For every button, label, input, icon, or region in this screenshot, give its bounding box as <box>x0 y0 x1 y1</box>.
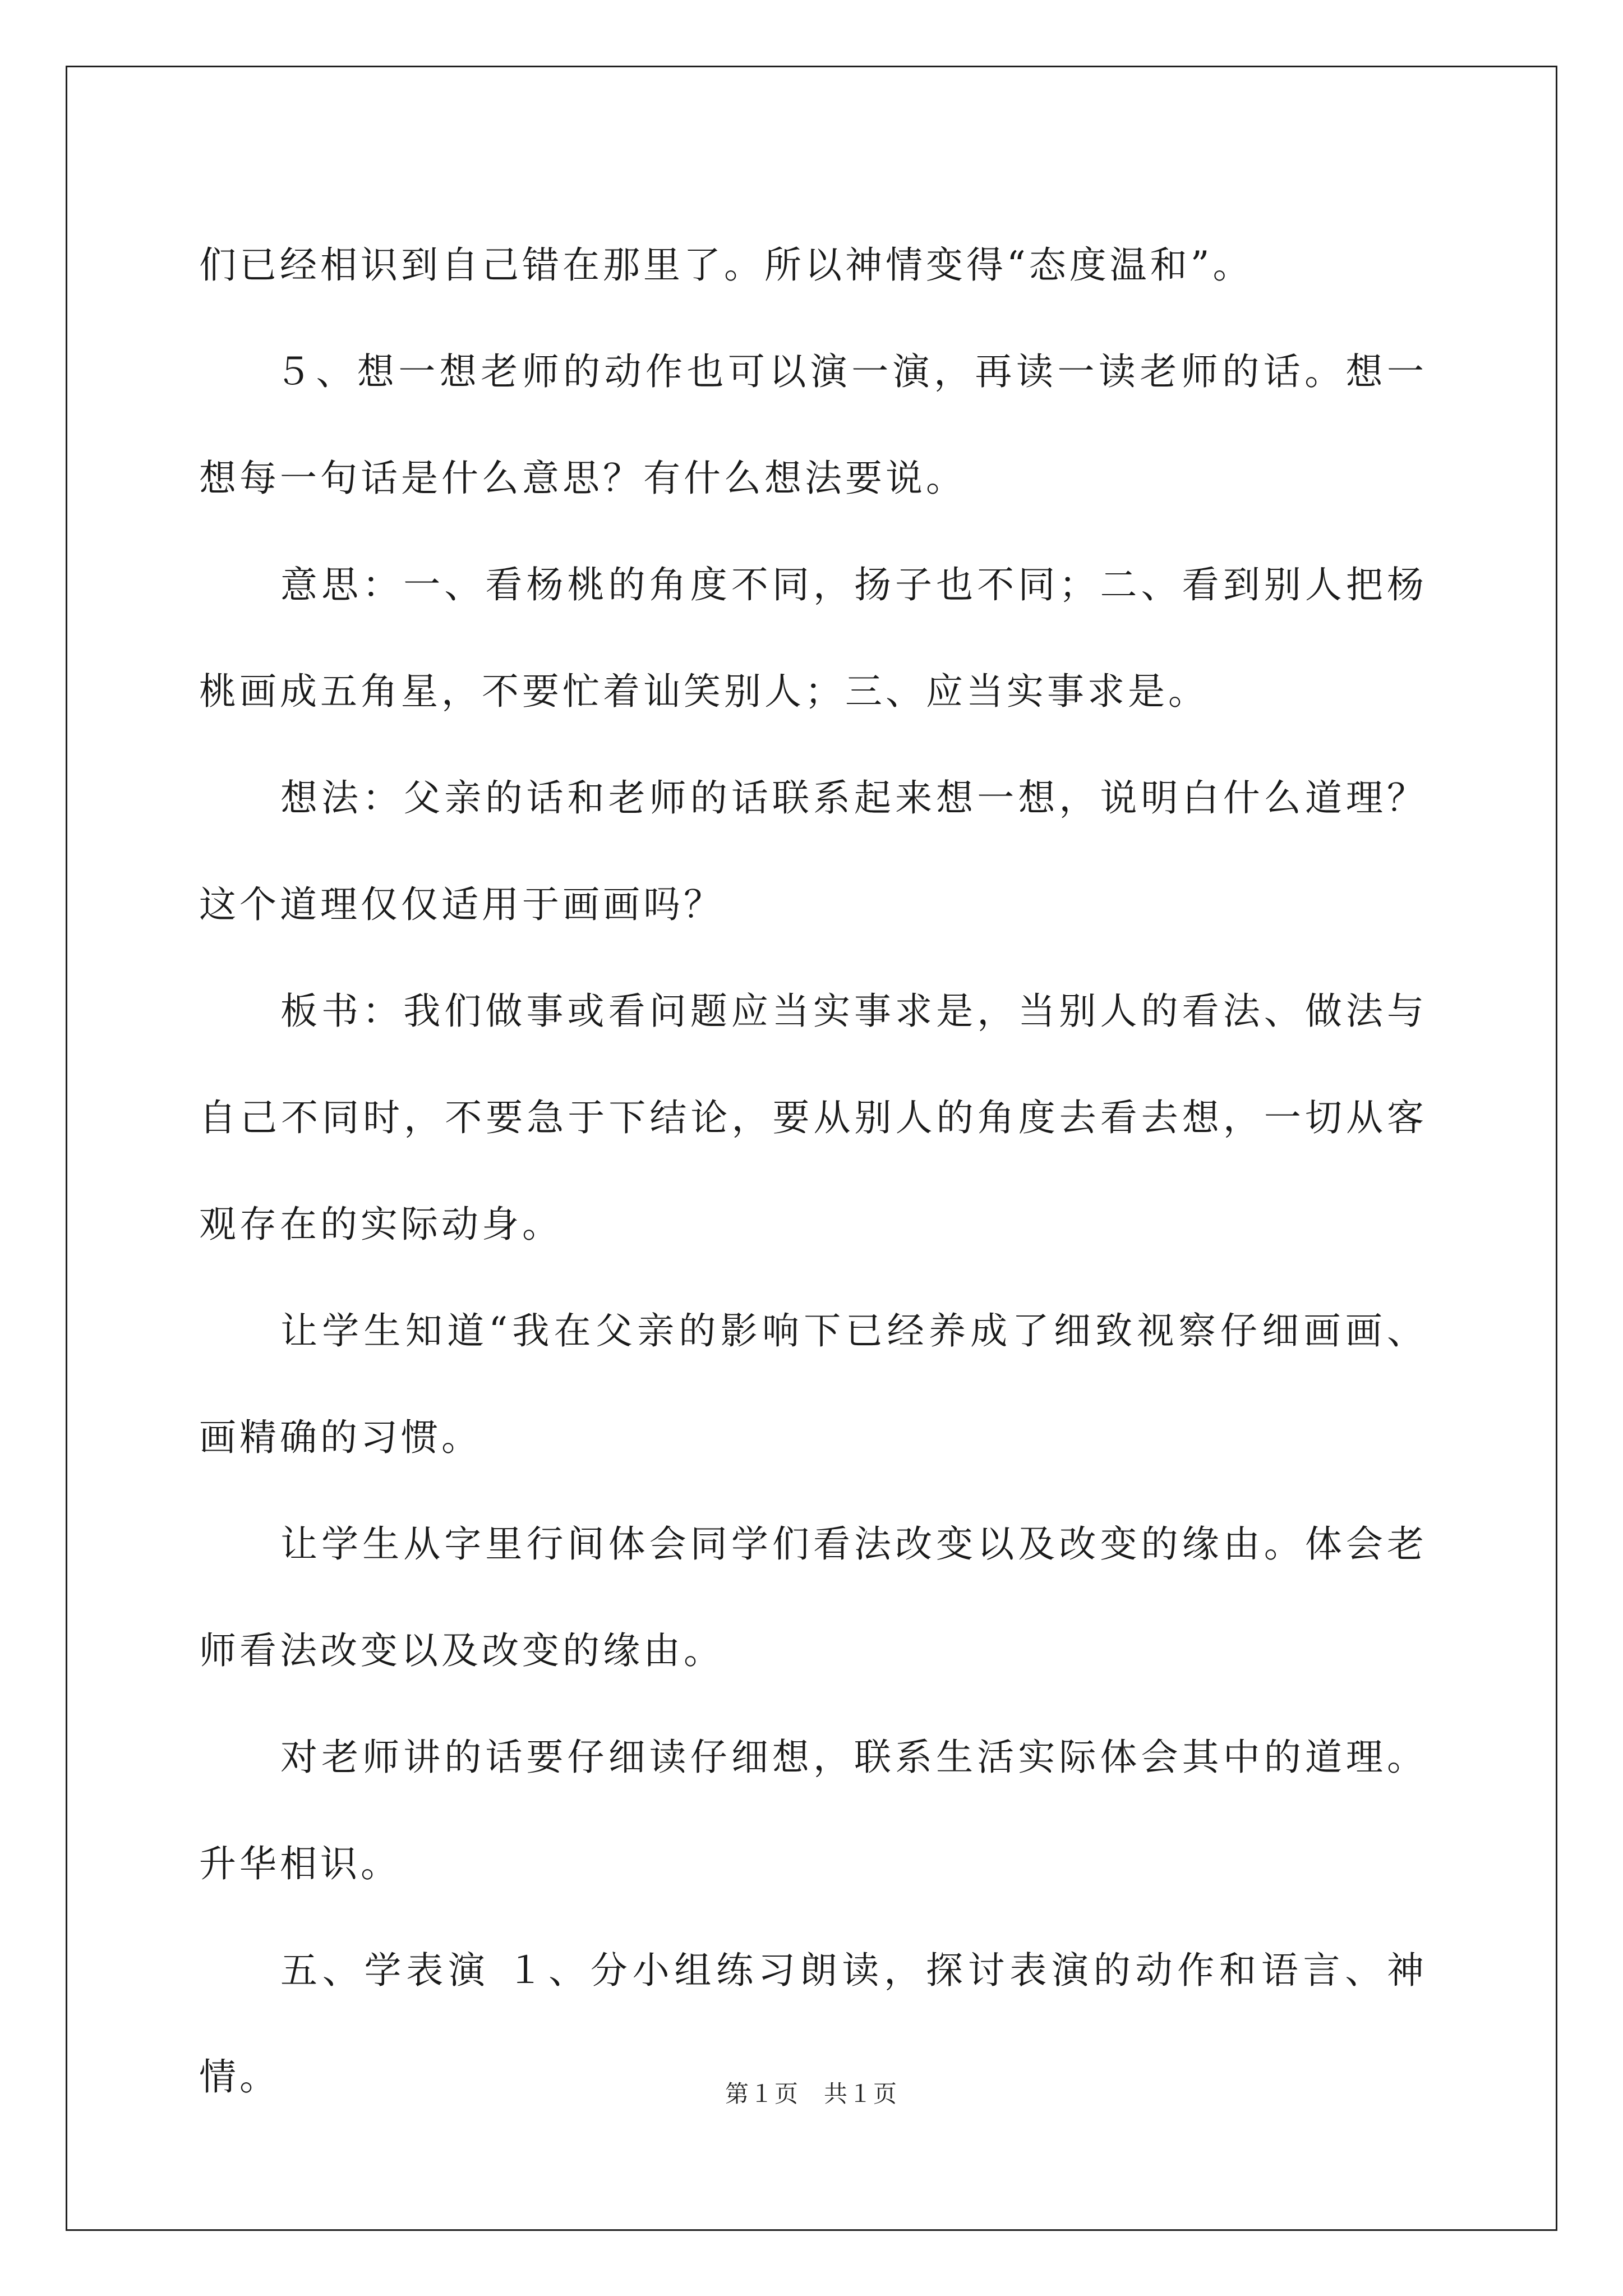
paragraph-8: 对老师讲的话要仔细读仔细想，联系生活实际体会其中的道理。升华相识。 <box>199 1736 1427 1885</box>
document-body <box>199 212 1427 2131</box>
paragraph-9: 五、学表演 １、分小组练习朗读，探讨表演的动作和语言、神情。 <box>199 1949 1427 2099</box>
paragraph-2: ５、想一想老师的动作也可以演一演，再读一读老师的话。想一想每一句话是什么意思？有什么想法要说。 <box>199 350 1427 500</box>
paragraph-3: 意思：一、看杨桃的角度不同，扬子也不同；二、看到别人把杨桃画成五角星，不要忙着讪笑别人；三、应当实事求是。 <box>199 563 1427 713</box>
paragraph-4: 想法：父亲的话和老师的话联系起来想一想，说明白什么道理？这个道理仅仅适用于画画吗？ <box>199 776 1427 926</box>
page-footer: 第１页 共１页 <box>725 2082 898 2108</box>
paragraph-5: 板书：我们做事或看问题应当实事求是，当别人的看法、做法与自己不同时，不要急于下结论，要从别人的角度去看去想，一切从客观存在的实际动身。 <box>199 990 1427 1246</box>
paragraph-7: 让学生从字里行间体会同学们看法改变以及改变的缘由。体会老师看法改变以及改变的缘由。 <box>199 1522 1427 1672</box>
paragraph-6: 让学生知道“我在父亲的影响下已经养成了细致视察仔细画画、画精确的习惯。 <box>199 1309 1427 1459</box>
paragraph-1: 们已经相识到自己错在那里了。所以神情变得“态度温和”。 <box>199 243 1253 287</box>
